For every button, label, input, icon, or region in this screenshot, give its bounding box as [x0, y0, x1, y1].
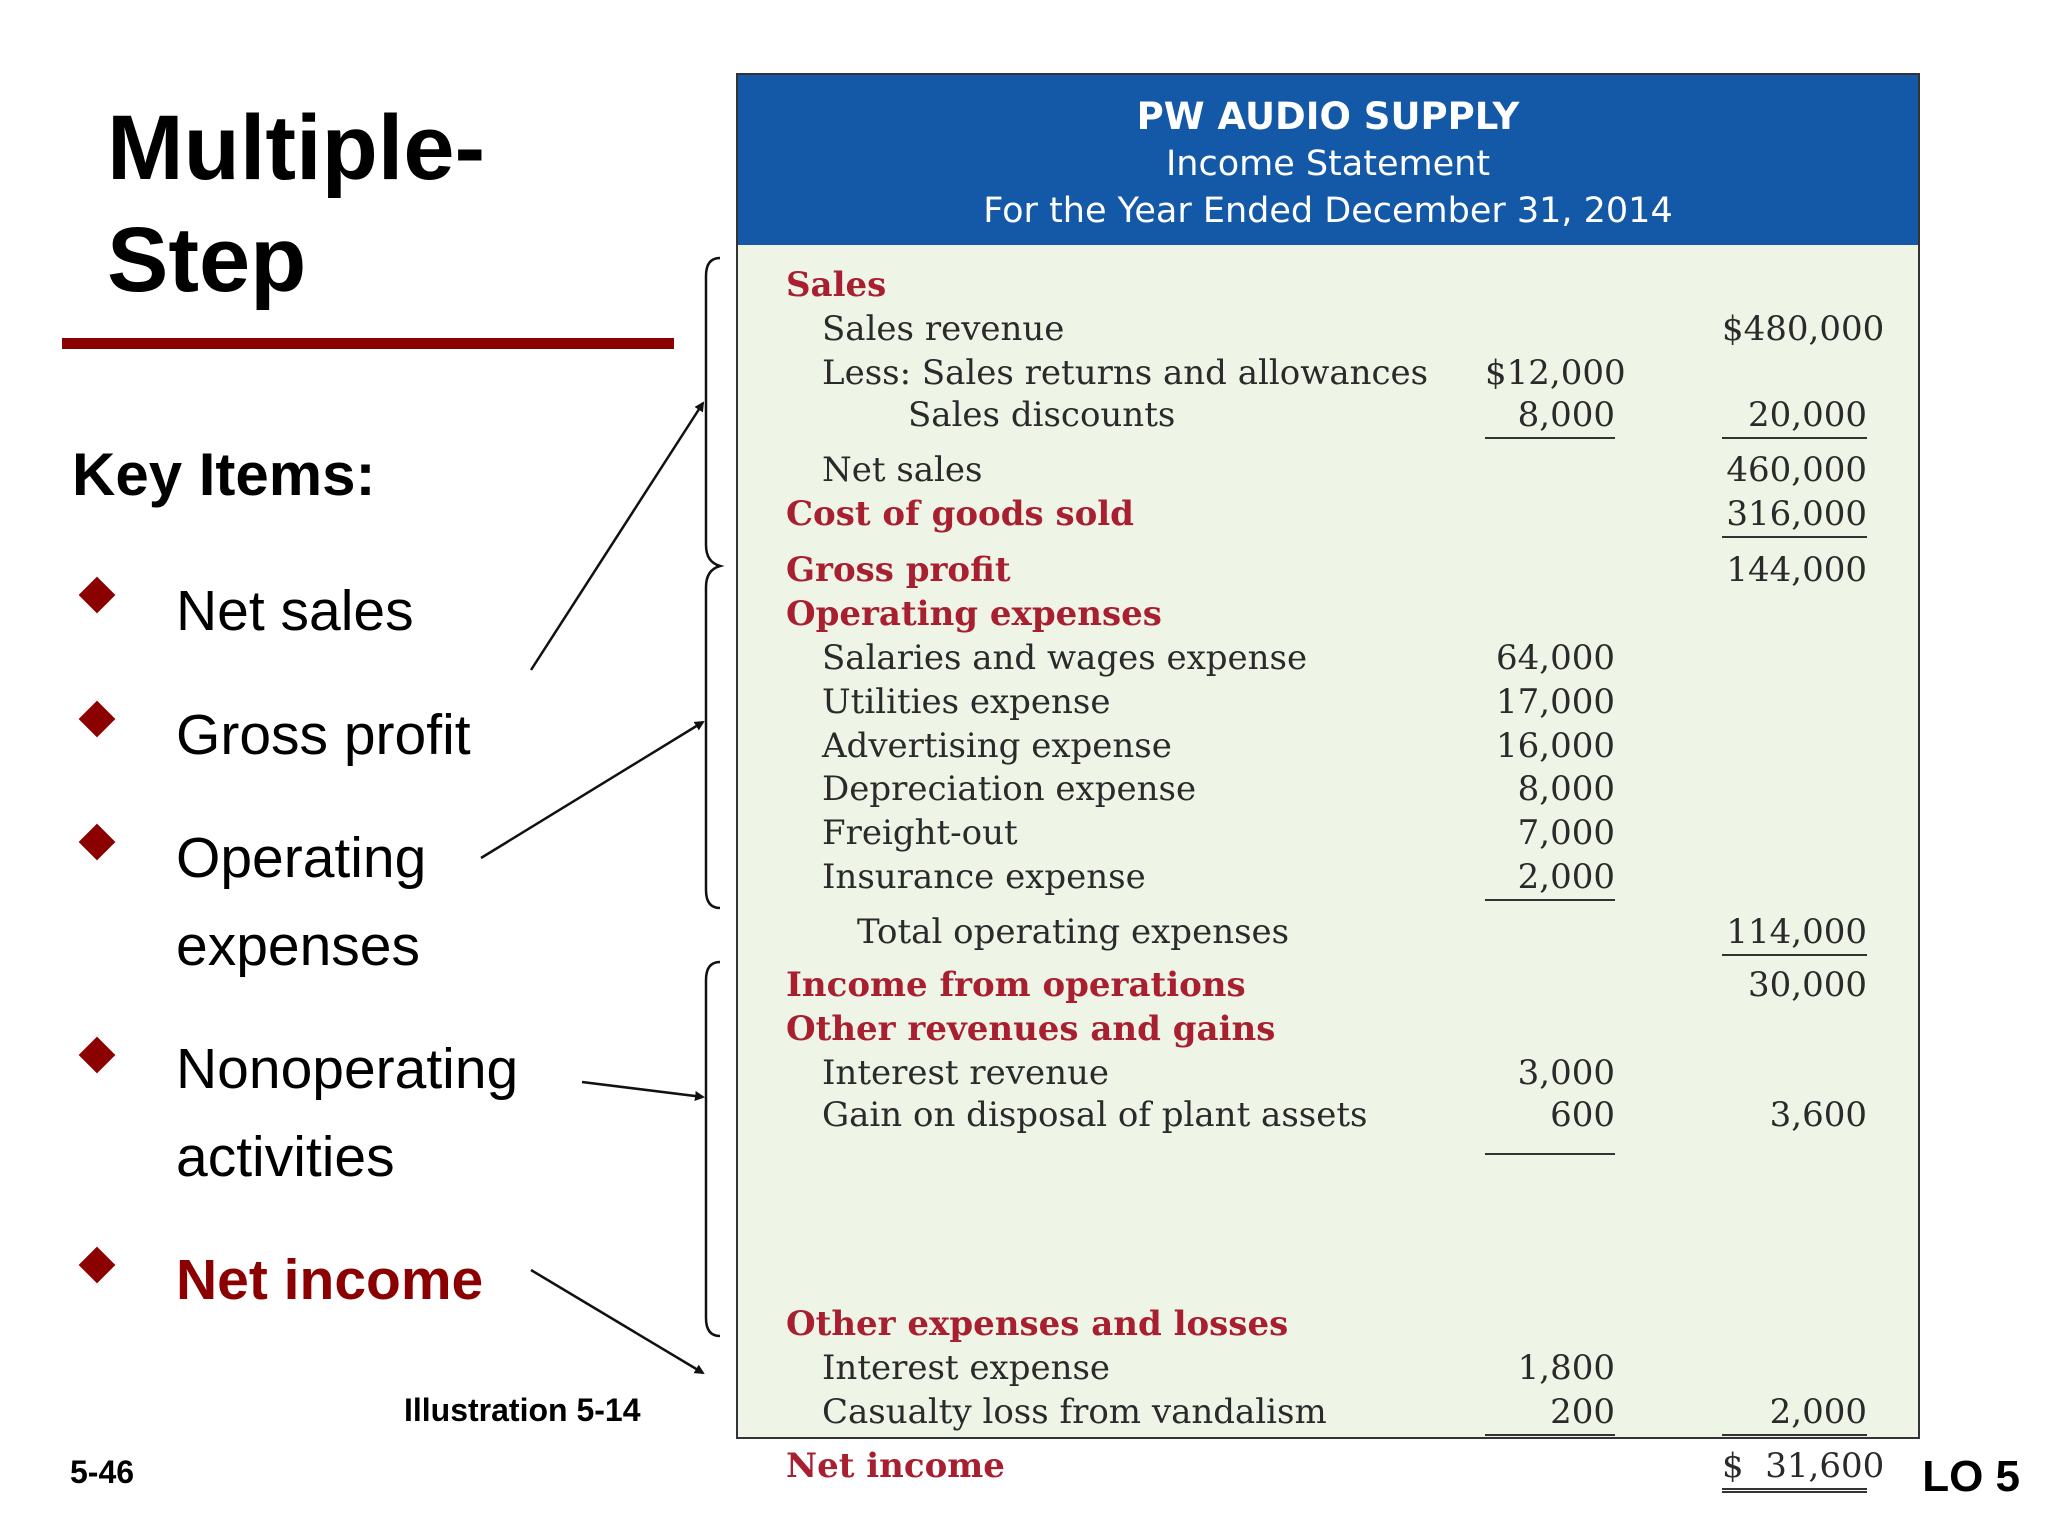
amount-detail: $12,000 — [1485, 353, 1626, 393]
amount-detail: 200 — [1485, 1390, 1615, 1436]
statement-period: For the Year Ended December 31, 2014 — [983, 191, 1673, 231]
amount-total: 2,000 — [1722, 1390, 1867, 1436]
row-label: Less: Sales returns and allowances — [822, 353, 1429, 393]
row-interest-expense — [738, 1346, 1918, 1390]
row-label: Advertising expense — [822, 726, 1172, 766]
key-item-label: Gross profit — [176, 703, 471, 767]
section-other-revenues — [738, 1007, 1918, 1051]
amount-total: 460,000 — [1726, 450, 1867, 490]
row-casualty-loss — [738, 1390, 1918, 1434]
section-cost-of-goods-sold — [738, 492, 1918, 536]
key-items-heading: Key Items: — [72, 441, 376, 508]
section-sales — [738, 263, 1918, 307]
row-label: Other revenues and gains — [786, 1009, 1276, 1049]
row-freight-out — [738, 811, 1918, 855]
amount-detail: 8,000 — [1485, 393, 1615, 439]
amount-detail: 600 — [1550, 1095, 1615, 1135]
amount-total: 20,000 — [1722, 393, 1867, 439]
row-interest-revenue — [738, 1051, 1918, 1095]
row-label: Cost of goods sold — [786, 494, 1134, 534]
row-label: Gross profit — [786, 550, 1011, 590]
slide-number: 5-46 — [70, 1454, 135, 1490]
row-utilities — [738, 680, 1918, 724]
company-name: PW AUDIO SUPPLY — [1136, 95, 1520, 138]
row-label: Casualty loss from vandalism — [822, 1392, 1327, 1432]
amount-detail: 7,000 — [1517, 813, 1615, 853]
slide-title-line2: Step — [107, 209, 307, 311]
brace-gross-profit-section — [706, 258, 720, 908]
amount-detail: 1,800 — [1517, 1348, 1615, 1388]
statement-header — [738, 75, 1918, 245]
row-depreciation — [738, 767, 1918, 811]
amount-total: 3,600 — [1769, 1095, 1867, 1135]
row-label: Sales — [786, 265, 887, 305]
row-sales-discounts — [738, 393, 1918, 437]
section-gross-profit — [738, 548, 1918, 592]
arrow-net-income — [531, 1270, 703, 1373]
key-item-label: expenses — [176, 914, 421, 978]
row-label: Interest expense — [822, 1348, 1111, 1388]
row-advertising — [738, 724, 1918, 768]
row-sales-returns — [738, 351, 1918, 395]
amount-detail: 2,000 — [1485, 855, 1615, 901]
row-label: Sales discounts — [908, 395, 1176, 435]
amount-detail: 8,000 — [1517, 769, 1615, 809]
learning-objective-label: LO 5 — [1922, 1452, 2020, 1501]
statement-title: Income Statement — [1165, 144, 1491, 184]
row-label: Gain on disposal of plant assets — [822, 1095, 1368, 1135]
row-label: Net sales — [822, 450, 983, 490]
row-label: Interest revenue — [822, 1053, 1110, 1093]
row-label: Income from operations — [786, 965, 1246, 1005]
brace-nonoperating-section — [706, 962, 720, 1336]
section-income-from-operations — [738, 963, 1918, 1007]
arrow-operating-expenses — [481, 722, 703, 858]
row-label: Operating expenses — [786, 594, 1162, 634]
section-other-expenses — [738, 1302, 1918, 1346]
amount-total: 114,000 — [1722, 910, 1867, 956]
key-item-label: Operating — [176, 826, 427, 890]
row-label: Utilities expense — [822, 682, 1111, 722]
income-statement — [736, 73, 1920, 1486]
slide-title-line1: Multiple- — [107, 97, 486, 199]
row-label: Depreciation expense — [822, 769, 1197, 809]
section-net-income — [738, 1444, 1918, 1488]
section-operating-expenses — [738, 592, 1918, 636]
illustration-label: Illustration 5-14 — [404, 1392, 641, 1428]
row-label: Net income — [786, 1446, 1005, 1486]
arrow-net-sales — [531, 403, 703, 670]
amount-detail: 16,000 — [1496, 726, 1615, 766]
amount-total: 144,000 — [1726, 550, 1867, 590]
key-item-label: Net sales — [176, 579, 414, 643]
row-total-operating-expenses — [738, 910, 1918, 954]
amount-net-income: $ 31,600 — [1722, 1444, 1867, 1493]
row-label: Freight-out — [822, 813, 1018, 853]
key-item-label: Nonoperating — [176, 1037, 519, 1101]
key-item-label: Net income — [176, 1248, 484, 1312]
row-label: Salaries and wages expense — [822, 638, 1308, 678]
amount-total: 316,000 — [1722, 492, 1867, 538]
amount-total: 30,000 — [1748, 965, 1867, 1005]
row-salaries — [738, 636, 1918, 680]
row-label: Total operating expenses — [857, 912, 1290, 952]
row-insurance — [738, 855, 1918, 899]
key-item-label: activities — [176, 1125, 395, 1189]
row-gain-on-disposal — [738, 1093, 1918, 1137]
amount-total: $480,000 — [1722, 309, 1885, 349]
row-label: Other expenses and losses — [786, 1304, 1289, 1344]
amount-detail: 17,000 — [1496, 682, 1615, 722]
arrow-nonoperating — [582, 1082, 703, 1097]
underline-other-revenues — [1485, 1153, 1615, 1155]
amount-detail: 3,000 — [1517, 1053, 1615, 1093]
row-sales-revenue — [738, 307, 1918, 351]
row-label: Insurance expense — [822, 857, 1146, 897]
row-net-sales — [738, 448, 1918, 492]
amount-detail: 64,000 — [1496, 638, 1615, 678]
row-label: Sales revenue — [822, 309, 1065, 349]
